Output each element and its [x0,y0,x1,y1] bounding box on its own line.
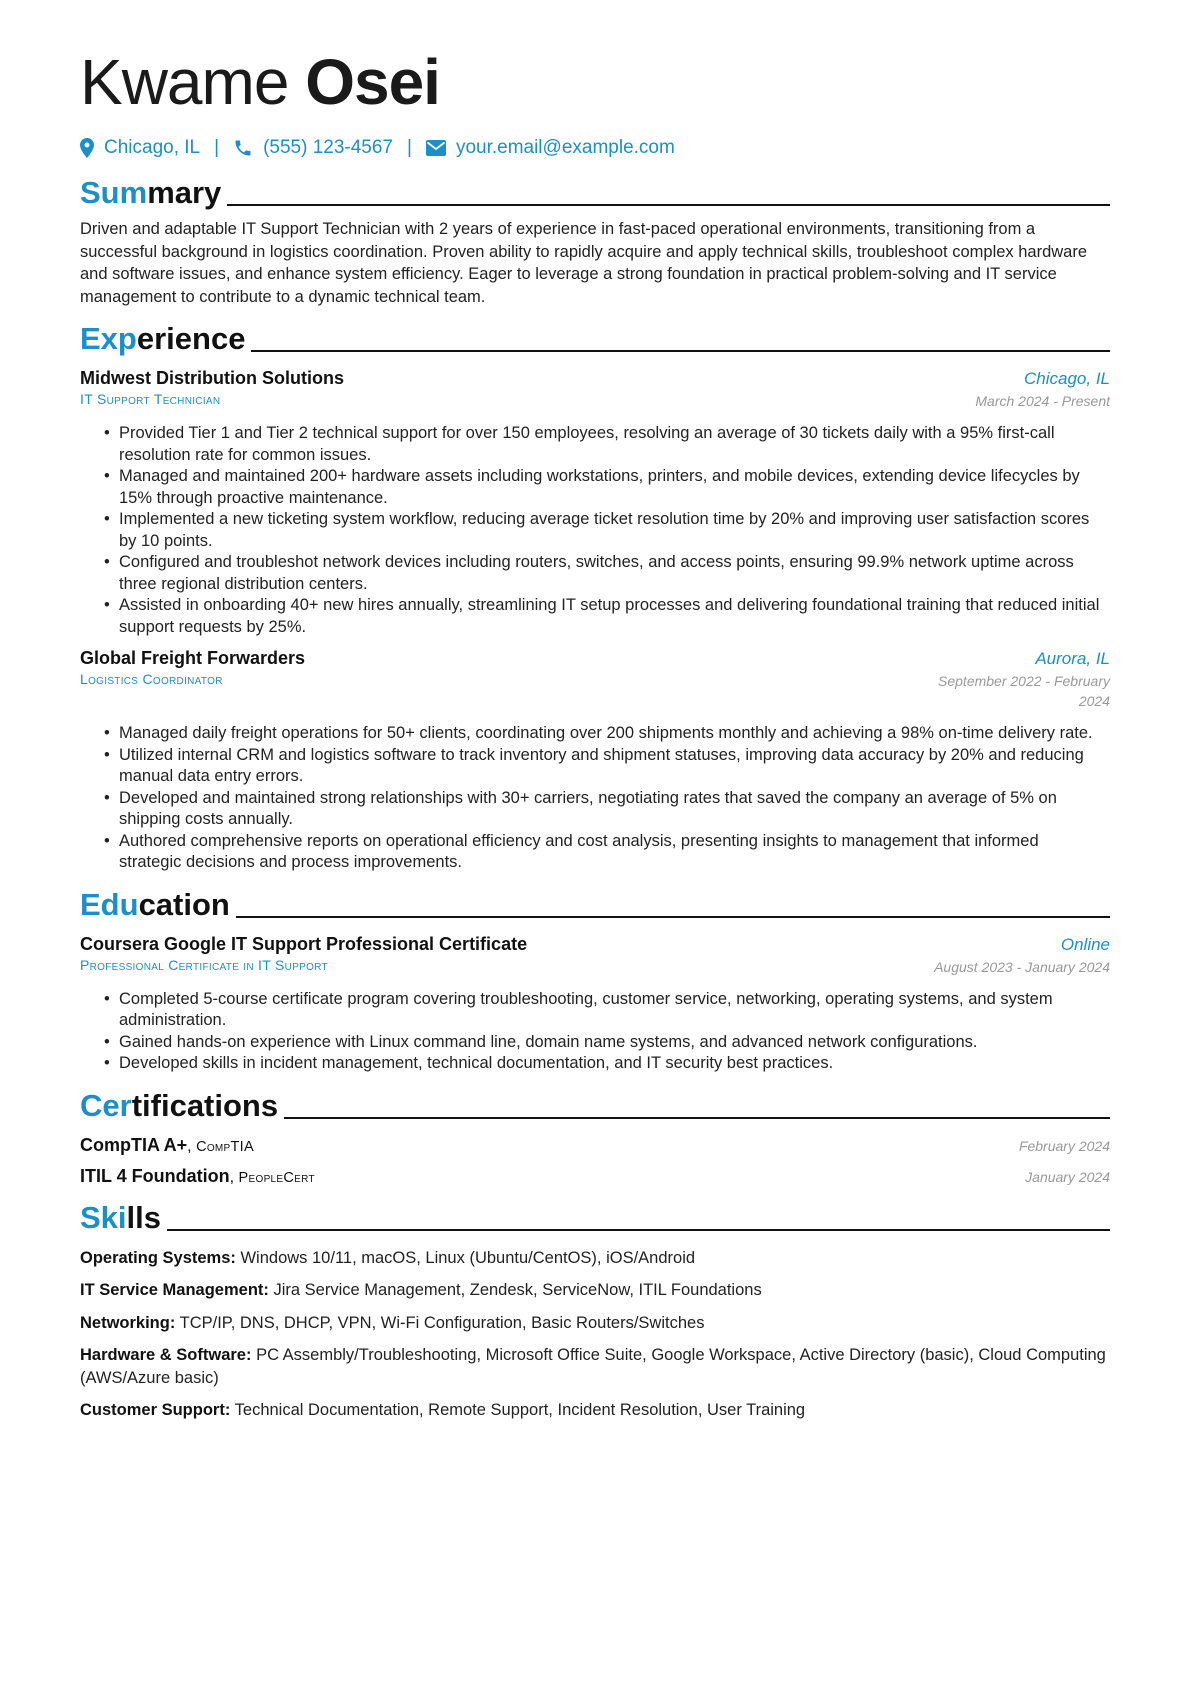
certification-date: January 2024 [1025,1168,1110,1185]
skill-row [80,1399,1110,1422]
contact-location [80,137,200,159]
list-item: • Assisted in onboarding 40+ new hires annually, streamlining IT setup processes and delivering foundational training that reduced initial support requests by 25%. [119,595,1110,638]
job-location: Chicago, IL [1024,369,1110,388]
contact-separator: | [407,137,412,158]
list-item: • Developed and maintained strong relationships with 30+ carriers, negotiating rates that saved the company an average of 5% on shipping costs annually. [119,788,1110,831]
email-link[interactable]: your.email@example.com [455,137,675,158]
list-item: • Completed 5-course certificate program covering troubleshooting, customer service, networking, operating systems, and system administration. [119,989,1110,1032]
skill-row [80,1312,1110,1335]
list-item: • Implemented a new ticketing system workflow, reducing average ticket resolution time by 20% and improving user satisfaction scores by 10 points. [119,509,1110,552]
candidate-name [80,44,1110,120]
company-name: Global Freight Forwarders [80,648,306,668]
skill-value: PC Assembly/Troubleshooting, Microsoft Office Suite, Google Workspace, Active Directory (basic), Cloud Computing (AWS/Azure basic) [80,1346,1106,1387]
job-dates-line1: September 2022 - February [938,673,1110,689]
contact-separator: | [214,137,220,158]
phone-text: (555) 123-4567 [263,137,393,158]
heading-rest: lls [126,1199,161,1235]
job-bullets [80,423,1110,638]
map-pin-icon [80,138,94,158]
summary-heading [80,172,1110,212]
contact-email[interactable] [426,137,675,159]
experience-entry [80,648,1110,874]
heading-accent: Edu [80,886,139,922]
section-rule [284,1117,1110,1119]
skill-value: TCP/IP, DNS, DHCP, VPN, Wi-Fi Configuration, Basic Routers/Switches [179,1313,705,1332]
heading-accent: Cer [80,1087,132,1123]
certifications-heading [80,1085,1110,1125]
location-text: Chicago, IL [104,137,201,158]
heading-accent: Sum [80,175,148,210]
education-heading [80,884,1110,924]
section-rule [227,204,1110,206]
summary-text: Driven and adaptable IT Support Technician with 2 years of experience in fast-paced operational environments, transitioning from a successful background in logistics coordination. Proven ability to rapidly acquire and apply technical skills, troubleshoot complex hardware and software issues, and enhance system efficiency. Eager to leverage a strong foundation in practical problem-solving and IT service management to contribute to a dynamic technical team. [80,220,1088,306]
certification-name: CompTIA A+ [80,1134,188,1155]
first-name: Kwame [80,46,289,118]
experience-heading [80,318,1110,358]
list-item: • Provided Tier 1 and Tier 2 technical support for over 150 employees, resolving an average of 30 tickets daily with a 95% first-call resolution rate for common issues. [119,423,1110,466]
skill-label: Networking: [80,1313,176,1332]
program-dates: August 2023 - January 2024 [934,958,1110,975]
heading-accent: Ski [80,1199,127,1235]
heading-rest: erience [136,321,246,356]
contact-bar [80,134,1110,162]
last-name: Osei [305,46,440,118]
phone-icon [233,138,253,158]
section-rule [167,1229,1110,1231]
heading-rest: mary [147,175,222,210]
heading-rest: tifications [131,1087,279,1123]
section-rule [251,350,1110,352]
job-dates-line2: 2024 [1078,693,1110,709]
envelope-icon [426,140,446,156]
skill-value: Jira Service Management, Zendesk, ServiceNow, ITIL Foundations [273,1281,762,1299]
certification-issuer: CompTIA [196,1138,254,1155]
certification-row: ITIL 4 Foundation, PeopleCert January 2024 [80,1165,1110,1186]
list-item: • Utilized internal CRM and logistics software to track inventory and shipment statuses, improving data accuracy by 20% and reducing manual data entry errors. [119,745,1110,788]
heading-accent: Exp [80,321,137,356]
list-item: • Authored comprehensive reports on operational efficiency and cost analysis, presenting insights to management that informed strategic decisions and process improvements. [119,831,1110,874]
skill-row [80,1344,1110,1389]
certification-name: ITIL 4 Foundation [80,1165,230,1186]
program-location: Online [1060,934,1110,954]
job-dates: March 2024 - Present [975,393,1110,409]
section-rule [236,916,1110,918]
education-entry [80,934,1110,1075]
contact-phone[interactable] [233,137,393,159]
certification-issuer: PeopleCert [238,1169,315,1186]
list-item: • Configured and troubleshot network devices including routers, switches, and access points, ensuring 99.9% network uptime across three regional distribution centers. [119,552,1110,595]
list-item: • Managed and maintained 200+ hardware assets including workstations, printers, and mobile devices, extending device lifecycles by 15% through proactive maintenance. [119,466,1110,509]
job-title: Logistics Coordinator [80,671,223,687]
list-item: • Developed skills in incident management, technical documentation, and IT security best practices. [119,1053,1110,1075]
skill-label: IT Service Management: [80,1281,269,1299]
skill-label: Hardware & Software: [80,1346,252,1364]
job-dates [938,671,1110,711]
program-credential: Professional Certificate in IT Support [80,956,328,973]
program-bullets [80,989,1110,1075]
skill-label: Customer Support: [80,1401,231,1419]
heading-rest: cation [138,886,230,922]
job-bullets [80,723,1110,874]
certification-date: February 2024 [1018,1137,1110,1154]
program-name: Coursera Google IT Support Professional Certificate [80,933,528,954]
job-title: IT Support Technician [80,391,221,407]
skill-value: Windows 10/11, macOS, Linux (Ubuntu/CentOS), iOS/Android [240,1248,696,1267]
experience-entry [80,368,1110,638]
skill-label: Operating Systems: [80,1248,236,1267]
skill-value: Technical Documentation, Remote Support, Incident Resolution, User Training [234,1401,806,1419]
skill-row [80,1247,1110,1270]
list-item: • Gained hands-on experience with Linux command line, domain name systems, and advanced network configurations. [119,1032,1110,1054]
company-name: Midwest Distribution Solutions [80,368,344,388]
certification-row: CompTIA A+, CompTIA February 2024 [80,1134,1110,1155]
skills-heading [80,1197,1110,1237]
skill-row [80,1279,1110,1302]
job-location: Aurora, IL [1035,649,1110,668]
list-item: • Managed daily freight operations for 50+ clients, coordinating over 200 shipments monthly and achieving a 98% on-time delivery rate. [119,723,1110,745]
